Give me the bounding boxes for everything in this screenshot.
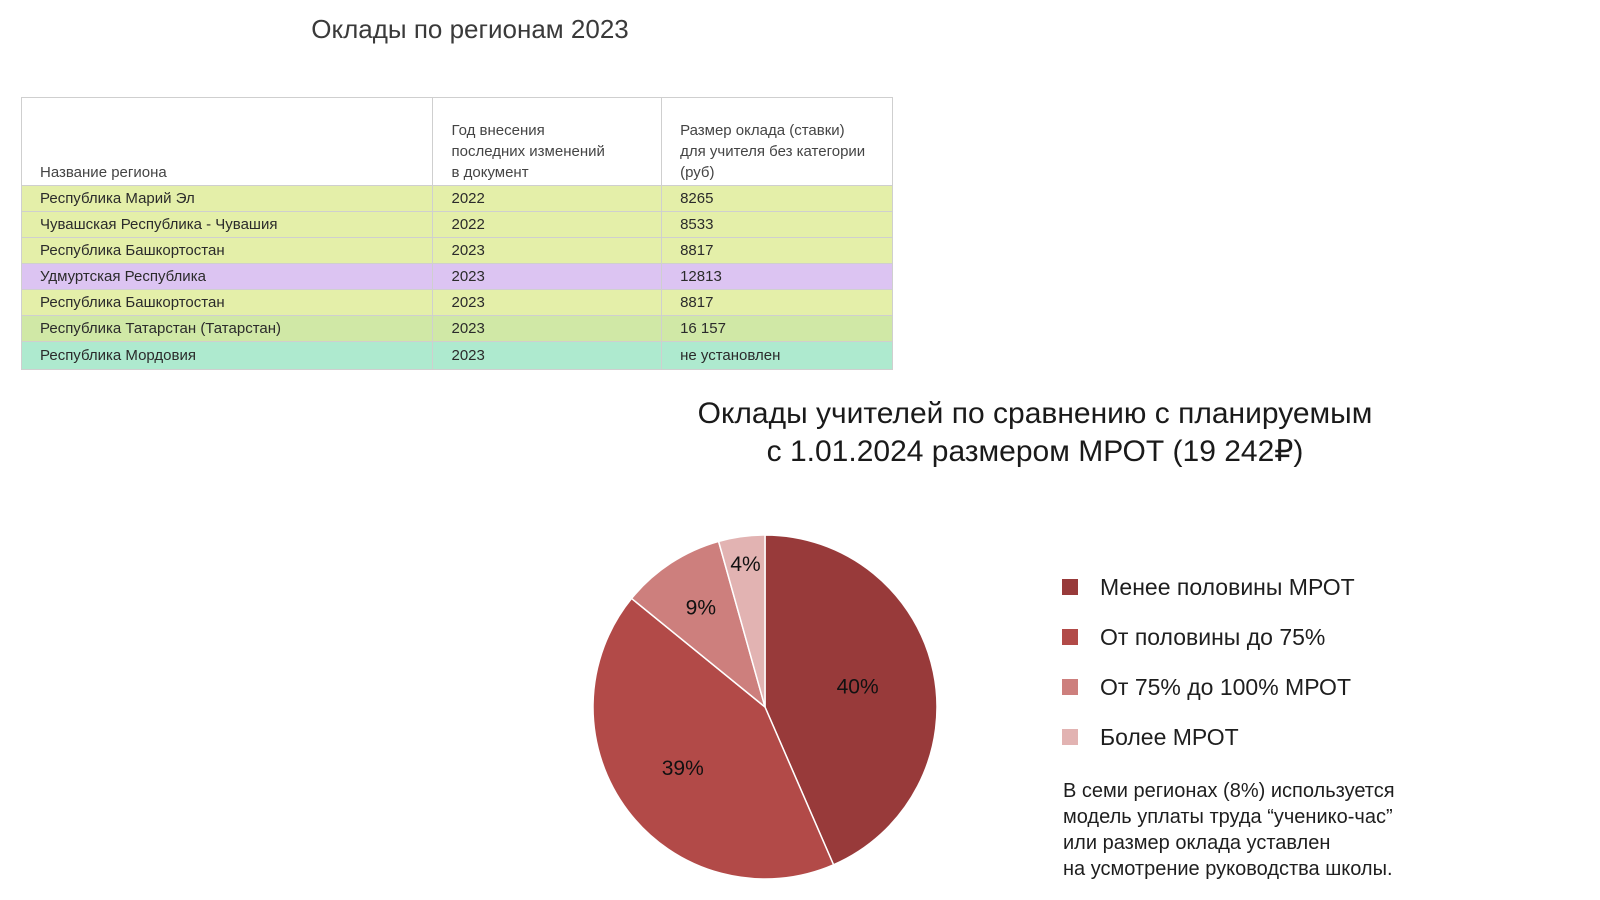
cell-salary: 8817 [662,238,893,264]
legend-label: Более МРОТ [1100,723,1239,750]
header-year [433,98,662,186]
footnote-line: В семи регионах (8%) используется [1063,780,1395,802]
cell-region: Республика Башкортостан [22,238,433,264]
header-line: (руб) [680,164,715,181]
pie-chart [560,520,980,900]
table-row [22,290,893,316]
table-row [22,238,893,264]
header-line: Название региона [40,164,167,181]
cell-region: Республика Мордовия [22,342,433,370]
table-row [22,264,893,290]
cell-salary: 8265 [662,186,893,212]
header-line: в документ [451,164,529,181]
cell-salary: 8817 [662,290,893,316]
table-row [22,342,893,370]
cell-region: Чувашская Республика - Чувашия [22,212,433,238]
cell-year: 2023 [433,316,662,342]
header-line: Год внесения [451,122,545,139]
cell-year: 2023 [433,264,662,290]
cell-salary: 16 157 [662,316,893,342]
salary-table [21,97,893,370]
table-header-row [22,98,893,186]
legend-label: От 75% до 100% МРОТ [1100,673,1351,700]
chart-title [630,395,1440,471]
footnote-line: на усмотрение руководства школы. [1063,858,1393,880]
chart-title-line: с 1.01.2024 размером МРОТ (19 242₽) [766,435,1304,468]
footnote [1063,778,1563,882]
table-row [22,316,893,342]
legend-swatch [1062,679,1078,695]
pie-slice-label: 39% [661,756,704,780]
legend-label: Менее половины МРОТ [1100,573,1355,600]
legend-swatch [1062,579,1078,595]
footnote-line: модель уплаты труда “ученико-час” [1063,806,1393,828]
table-title: Оклады по регионам 2023 [311,14,629,44]
cell-salary: не установлен [662,342,893,370]
header-region [22,98,433,186]
header-line: последних изменений [451,143,605,160]
legend-label: От половины до 75% [1100,623,1326,650]
legend-item [1062,612,1582,662]
pie-slice-label: 9% [685,596,717,620]
cell-year: 2023 [433,238,662,264]
table-row [22,212,893,238]
header-line: для учителя без категории [680,143,866,160]
cell-year: 2022 [433,186,662,212]
table-row [22,186,893,212]
legend-item [1062,562,1582,612]
cell-region: Республика Татарстан (Татарстан) [22,316,433,342]
cell-region: Республика Марий Эл [22,186,433,212]
cell-salary: 12813 [662,264,893,290]
cell-year: 2023 [433,290,662,316]
footnote-line: или размер оклада уставлен [1063,832,1331,854]
chart-legend [1062,562,1582,762]
header-salary [662,98,893,186]
pie-slice-label: 4% [730,553,761,577]
cell-salary: 8533 [662,212,893,238]
cell-region: Удмуртская Республика [22,264,433,290]
pie-slice-label: 40% [836,675,879,699]
chart-title-line: Оклады учителей по сравнению с планируемым [697,397,1373,430]
cell-region: Республика Башкортостан [22,290,433,316]
legend-swatch [1062,629,1078,645]
cell-year: 2022 [433,212,662,238]
cell-year: 2023 [433,342,662,370]
legend-swatch [1062,729,1078,745]
legend-item [1062,662,1582,712]
header-line: Размер оклада (ставки) [680,122,845,139]
legend-item [1062,712,1582,762]
